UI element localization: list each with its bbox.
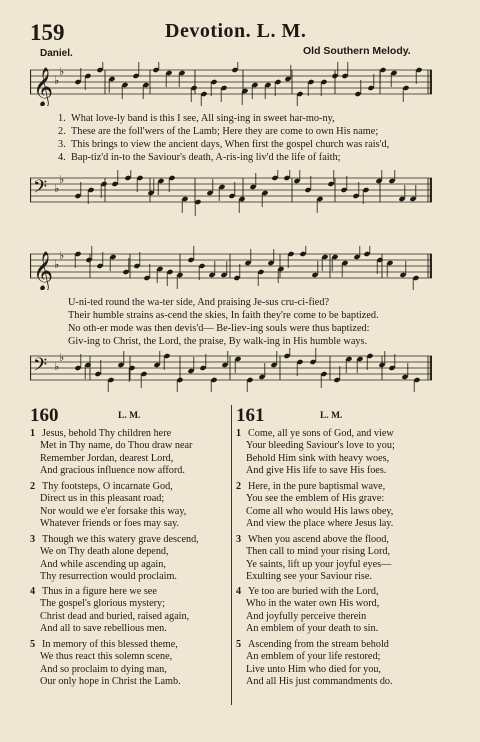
stanza xyxy=(30,639,181,689)
stanza-line: Ye saints, lift up your joyful eyes— xyxy=(246,558,392,570)
svg-text:♭: ♭ xyxy=(54,361,60,373)
svg-text:♭: ♭ xyxy=(59,250,65,262)
lyrics-system-2 xyxy=(68,296,379,348)
stanza-number: 5 xyxy=(30,639,36,650)
stanza-number: 4 xyxy=(236,586,242,597)
stanza-line: Your bleeding Saviour's love to you; xyxy=(246,440,395,452)
stanza-line: We thus react this solemn scene, xyxy=(40,651,173,663)
lyric-text: Bap-tiz'd in-to the Saviour's death, A-ris-ing liv'd the life of faith; xyxy=(71,152,341,163)
stanza-line-text: Thus in a figure here we see xyxy=(42,586,157,597)
stanza-number: 3 xyxy=(236,534,242,545)
stanza xyxy=(30,481,186,531)
stanza-line: Come all who would His laws obey, xyxy=(246,505,394,517)
hymn-161-number: 161 xyxy=(236,405,265,426)
stanza-line: The gospel's glorious mystery; xyxy=(40,598,165,610)
verse-number: 4. xyxy=(58,152,66,163)
stanza xyxy=(236,428,395,478)
stanza-line-text: Ye too are buried with the Lord, xyxy=(248,586,379,597)
stanza-line: Live unto Him who died for you, xyxy=(246,663,381,675)
stanza-line-text: In memory of this blessed theme, xyxy=(42,639,178,650)
stanza-line-text: Here, in the pure baptismal wave, xyxy=(248,481,386,492)
bass-staff-system-1 xyxy=(30,170,432,216)
stanza-line: Who in the water own His word, xyxy=(246,598,380,610)
stanza-number: 2 xyxy=(30,481,36,492)
verse-number: 2. xyxy=(58,126,66,137)
svg-text:♭: ♭ xyxy=(59,174,65,186)
stanza-line: And all to save rebellious men. xyxy=(40,623,167,635)
stanza-line: And view the place where Jesus lay. xyxy=(246,518,394,530)
lyric-verse-3 xyxy=(58,138,389,151)
stanza-number: 1 xyxy=(30,428,36,439)
stanza-line xyxy=(30,481,186,493)
stanza-number: 2 xyxy=(236,481,242,492)
stanza-line: Thy resurrection would proclaim. xyxy=(40,571,177,583)
stanza-line: We on Thy death alone depend, xyxy=(40,546,169,558)
stanza-line xyxy=(236,428,395,440)
lyric-text: These are the foll'wers of the Lamb; Here they are come to own His name; xyxy=(71,126,379,137)
stanza-line: Our only hope in Christ the Lamb. xyxy=(40,676,181,688)
stanza-line: And while ascending up again, xyxy=(40,558,166,570)
stanza-line-text: Ascending from the stream behold xyxy=(248,639,389,650)
stanza-line: Met in Thy name, do Thou draw near xyxy=(40,440,193,452)
lyric-verse-2: Their humble strains as-cend the skies, In faith they're come to be baptized. xyxy=(68,310,379,321)
hymn-number: 159 xyxy=(30,20,65,45)
bass-clef-icon: 𝄢 xyxy=(33,355,48,380)
svg-text:♭: ♭ xyxy=(54,259,60,271)
stanza-line: And so proclaim to dying man, xyxy=(40,663,167,675)
stanza-line: Exulting see your Saviour rise. xyxy=(246,571,372,583)
stanza-number: 5 xyxy=(236,639,242,650)
hymn-160-number: 160 xyxy=(30,405,59,426)
stanza xyxy=(236,534,391,584)
hymn-160-meter: L. M. xyxy=(118,411,141,421)
lyric-verse-1 xyxy=(58,112,389,125)
stanza-line: Remember Jordan, dearest Lord, xyxy=(40,452,174,464)
stanza xyxy=(236,481,393,531)
stanza-number: 4 xyxy=(30,586,36,597)
stanza xyxy=(236,586,379,636)
stanza xyxy=(30,534,199,584)
lyric-text: What love-ly band is this I see, All sing-ing in sweet har-mo-ny, xyxy=(71,113,335,124)
stanza xyxy=(30,428,192,478)
treble-clef-icon: 𝄞 xyxy=(33,251,54,290)
stanza-line xyxy=(30,428,192,440)
stanza-line-text: Thy footsteps, O incarnate God, xyxy=(42,481,173,492)
stanza-line: An emblem of your death to sin. xyxy=(246,623,379,635)
verse-number: 3. xyxy=(58,139,66,150)
treble-clef-icon: 𝄞 xyxy=(33,67,54,106)
svg-text:♭: ♭ xyxy=(59,352,65,364)
stanza-line: Direct us in this pleasant road; xyxy=(40,493,165,505)
stanza-number: 3 xyxy=(30,534,36,545)
stanza-line: And give His life to save His foes. xyxy=(246,465,387,477)
stanza-line: Nor would we e'er forsake this way, xyxy=(40,505,187,517)
bass-clef-icon: 𝄢 xyxy=(33,177,48,202)
tune-source: Old Southern Melody. xyxy=(303,45,411,57)
stanza-line: Behold Him sink with heavy woes, xyxy=(246,452,390,464)
stanza-line xyxy=(236,534,391,546)
svg-text:♭: ♭ xyxy=(59,66,65,78)
svg-text:♭: ♭ xyxy=(54,75,60,87)
lyrics-system-1 xyxy=(58,112,389,164)
stanza-line xyxy=(30,534,199,546)
svg-text:♭: ♭ xyxy=(54,183,60,195)
lyric-verse-3: No oth-er mode was then devis'd— Be-liev-ing souls were thus baptized: xyxy=(68,323,370,334)
stanza-line xyxy=(236,481,393,493)
stanza-line: You see the emblem of His grave: xyxy=(246,493,385,505)
verse-number: 1. xyxy=(58,113,66,124)
stanza-line: Christ dead and buried, raised again, xyxy=(40,610,190,622)
stanza-line: And gracious influence now afford. xyxy=(40,465,185,477)
stanza-number: 1 xyxy=(236,428,242,439)
stanza-line: And joyfully perceive therein xyxy=(246,610,367,622)
column-divider xyxy=(231,405,232,705)
stanza-line: An emblem of your life restored; xyxy=(246,651,381,663)
stanza-line xyxy=(236,639,393,651)
stanza-line-text: Though we this watery grave descend, xyxy=(42,534,199,545)
lyric-text: This brings to view the ancient days, When first the gospel church was rais'd, xyxy=(71,139,390,150)
stanza-line: Then call to mind your rising Lord, xyxy=(246,546,391,558)
stanza-line xyxy=(30,639,181,651)
lyric-verse-4: Giv-ing to Christ, the Lord, the praise, By walk-ing in His humble ways. xyxy=(68,336,368,347)
treble-staff-system-1 xyxy=(30,62,432,106)
lyric-verse-1: U-ni-ted round the wa-ter side, And praising Je-sus cru-ci-fied? xyxy=(68,297,330,308)
stanza xyxy=(236,639,393,689)
bass-staff-system-2 xyxy=(30,348,432,392)
stanza-line: And all His just commandments do. xyxy=(246,676,393,688)
stanza-line: Whatever friends or foes may say. xyxy=(40,518,180,530)
hymn-title: Devotion. L. M. xyxy=(165,20,307,42)
treble-staff-system-2 xyxy=(30,246,432,290)
stanza-line-text: When you ascend above the flood, xyxy=(248,534,389,545)
stanza-line-text: Come, all ye sons of God, and view xyxy=(248,428,394,439)
hymn-161-meter: L. M. xyxy=(320,411,343,421)
stanza xyxy=(30,586,189,636)
stanza-line xyxy=(30,586,189,598)
stanza-line xyxy=(236,586,379,598)
lyric-verse-4 xyxy=(58,151,389,164)
lyric-verse-2 xyxy=(58,125,389,138)
stanza-line-text: Jesus, behold Thy children here xyxy=(42,428,172,439)
composer-credit: Daniel. xyxy=(40,48,73,59)
